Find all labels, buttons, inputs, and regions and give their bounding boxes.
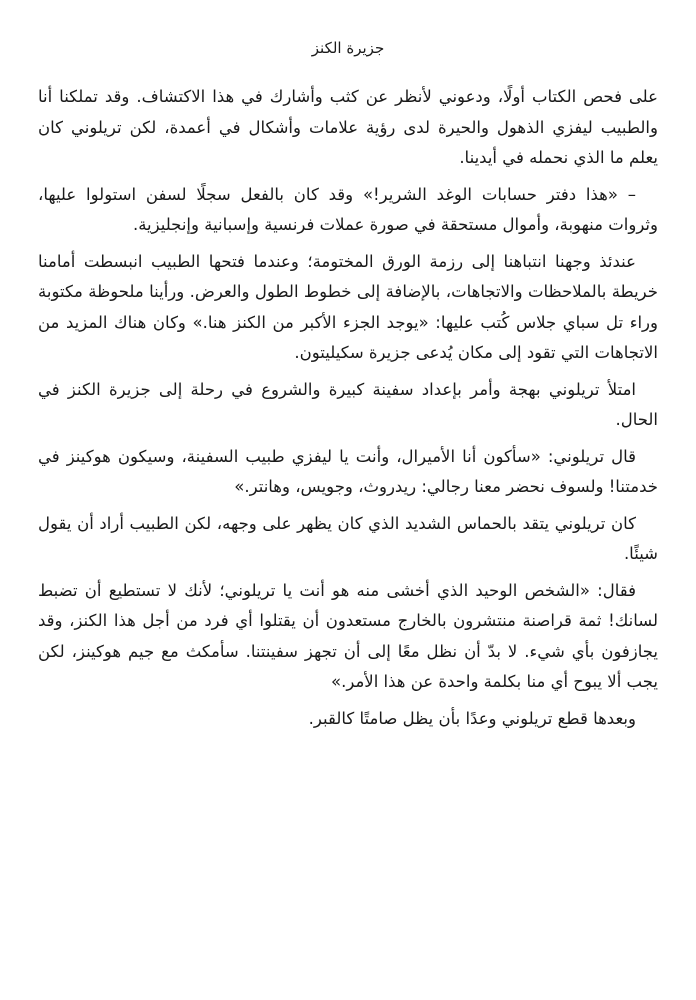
paragraph: على فحص الكتاب أولًا، ودعوني لأنظر عن كثب وأشارك في هذا الاكتشاف. وقد تملكنا أنا والطبيب ليفزي الذهول والحيرة لدى رؤية علامات وأشكال في أعمدة، لكن تريلوني كان يعلم ما الذي نحمله في أيدينا. bbox=[38, 87, 658, 167]
paragraph: قال تريلوني: «سأكون أنا الأميرال، وأنت يا ليفزي طبيب السفينة، وسيكون هوكينز في خدمتنا! ولسوف نحضر معنا رجالي: ريدروث، وجويس، وهانتر.» bbox=[38, 446, 658, 496]
paragraph: وبعدها قطع تريلوني وعدًا بأن يظل صامتًا كالقبر. bbox=[308, 708, 636, 728]
running-header: جزيرة الكنز bbox=[311, 39, 385, 57]
paragraph: عندئذ وجهنا انتباهنا إلى رزمة الورق المختومة؛ وعندما فتحها الطبيب انبسطت أمامنا خريطة بالملاحظات والاتجاهات، بالإضافة إلى خطوط الطول والعرض. ورأينا ملحوظة مكتوبة وراء تل سباي جلاس كُتب عليها: «يوجد الجزء الأكبر من الكنز هنا.» وكان هناك المزيد من الاتجاهات التي تقود إلى مكان يُدعى جزيرة سكيليتون. bbox=[38, 251, 658, 362]
body-text bbox=[38, 82, 658, 740]
paragraph: فقال: «الشخص الوحيد الذي أخشى منه هو أنت يا تريلوني؛ لأنك لا تستطيع أن تضبط لسانك! ثمة قراصنة منتشرون بالخارج مستعدون أن يقتلوا أي فرد من أجل هذا الكنز، وقد يجازفون بأي شيء. لا بدّ أن نظل معًا إلى أن تجهز سفينتنا. سأمكث مع جيم هوكينز، لكن يجب ألا يبوح أي منا بكلمة واحدة عن هذا الأمر.» bbox=[38, 580, 658, 691]
paragraph: امتلأ تريلوني بهجة وأمر بإعداد سفينة كبيرة والشروع في رحلة إلى جزيرة الكنز في الحال. bbox=[38, 379, 658, 429]
paragraph: – «هذا دفتر حسابات الوغد الشرير!» وقد كان بالفعل سجلًا لسفن استولوا عليها، وثروات منهوبة، وأموال مستحقة في صورة عملات فرنسية وإسبانية وإنجليزية. bbox=[38, 184, 658, 234]
paragraph: كان تريلوني يتقد بالحماس الشديد الذي كان يظهر على وجهه، لكن الطبيب أراد أن يقول شيئًا. bbox=[38, 513, 658, 563]
